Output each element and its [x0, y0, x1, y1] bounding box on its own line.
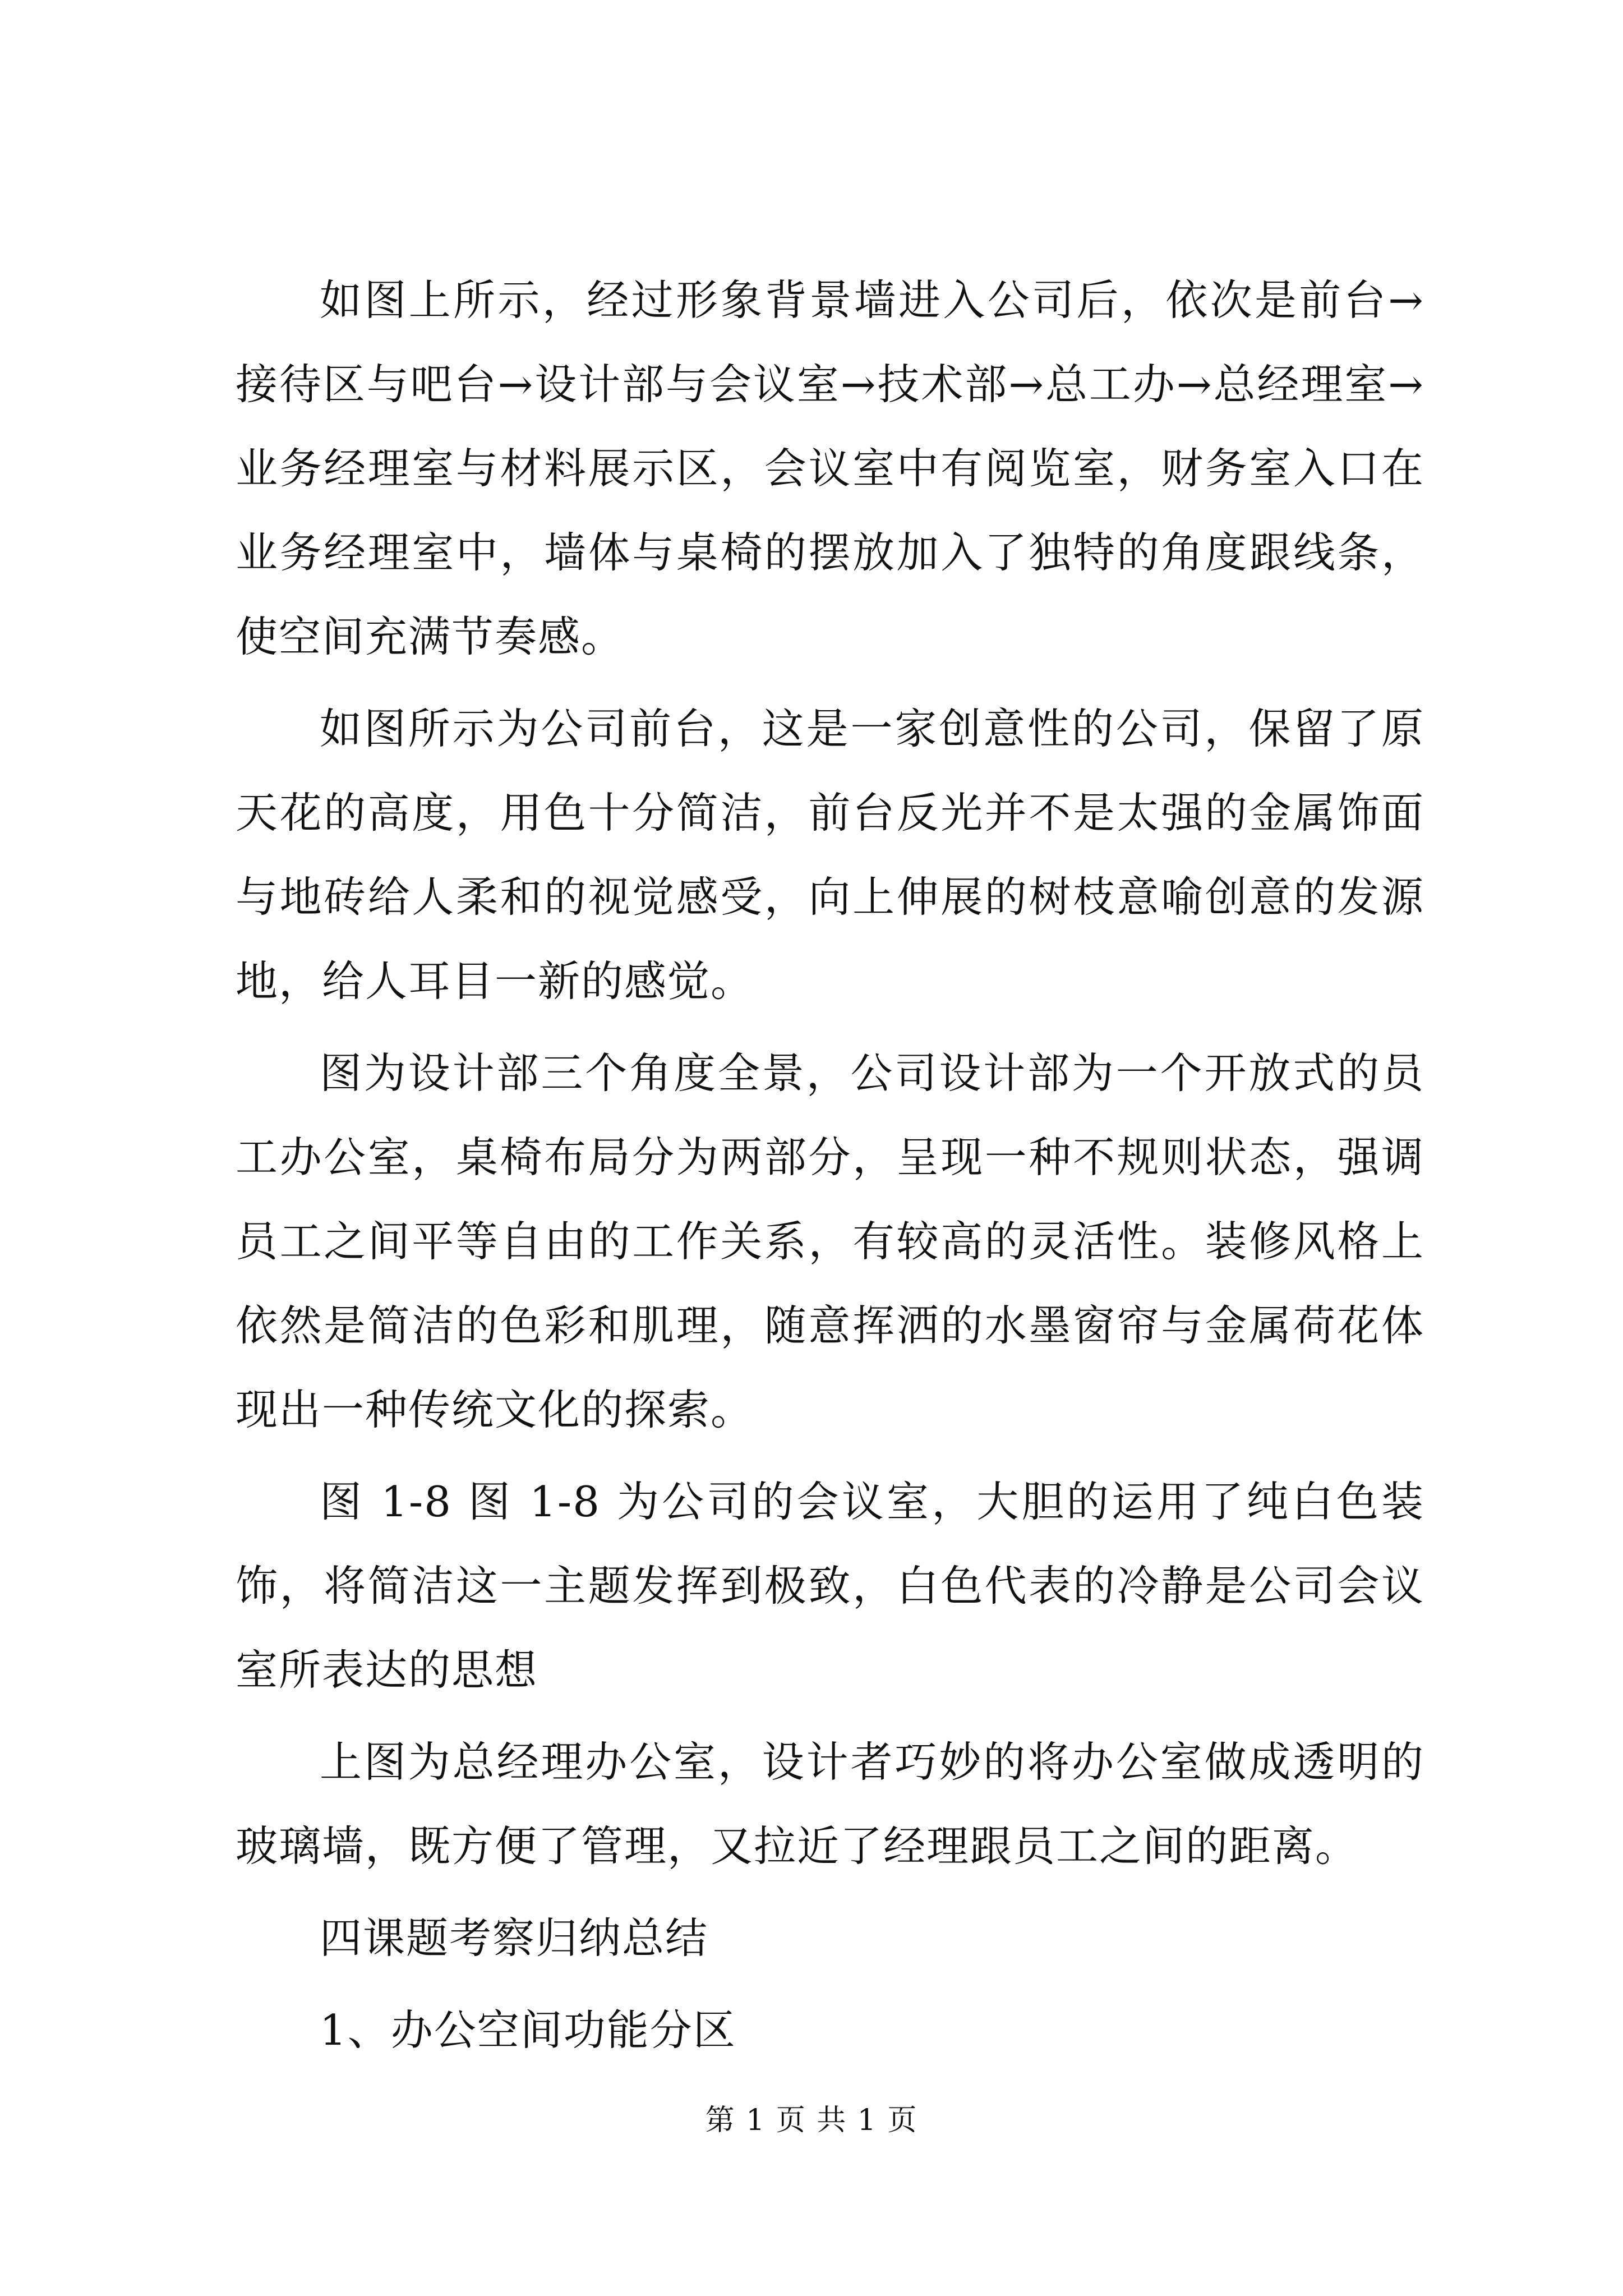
paragraph-general-manager-office: 上图为总经理办公室，设计者巧妙的将办公室做成透明的玻璃墙，既方便了管理，又拉近了经理跟员工之间的距离。	[236, 1737, 1424, 1871]
paragraph-layout-route: 如图上所示，经过形象背景墙进入公司后，依次是前台→接待区与吧台→设计部与会议室→技术部→总工办→总经理室→业务经理室与材料展示区，会议室中有阅览室，财务室入口在业务经理室中，墙体与桌椅的摆放加入了独特的角度跟线条，使空间充满节奏感。	[236, 275, 1424, 661]
document-body	[236, 258, 1424, 2080]
subsection-heading: 1、办公空间功能分区	[320, 2005, 736, 2055]
paragraph-design-department: 图为设计部三个角度全景，公司设计部为一个开放式的员工办公室，桌椅布局分为两部分，呈现一种不规则状态，强调员工之间平等自由的工作关系，有较高的灵活性。装修风格上依然是简洁的色彩和肌理，随意挥洒的水墨窗帘与金属荷花体现出一种传统文化的探索。	[236, 1048, 1424, 1434]
paragraph-front-desk: 如图所示为公司前台，这是一家创意性的公司，保留了原天花的高度，用色十分简洁，前台反光并不是太强的金属饰面与地砖给人柔和的视觉感受，向上伸展的树枝意喻创意的发源地，给人耳目一新的感觉。	[236, 704, 1424, 1006]
section-heading: 四课题考察归纳总结	[320, 1913, 709, 1963]
page-footer: 第 1 页 共 1 页	[705, 2104, 918, 2137]
paragraph-meeting-room: 图 1-8 图 1-8 为公司的会议室，大胆的运用了纯白色装饰，将简洁这一主题发挥到极致，白色代表的冷静是公司会议室所表达的思想	[236, 1477, 1424, 1695]
